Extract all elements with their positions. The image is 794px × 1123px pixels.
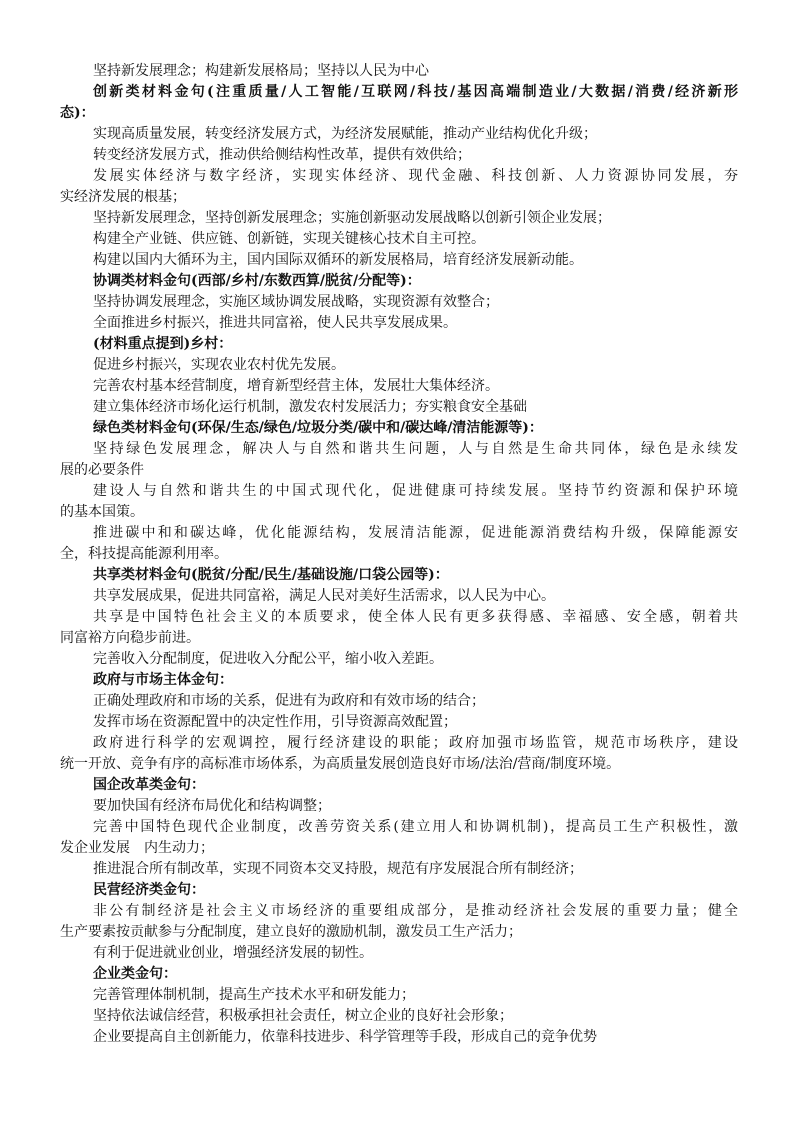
text-line: 政府进行科学的宏观调控，履行经济建设的职能；政府加强市场监管，规范市场秩序，建设 [93, 735, 738, 751]
text-line: 转变经济发展方式，推动供给侧结构性改革，提供有效供给； [93, 147, 471, 163]
section-heading: 协调类材料金句(西部/乡村/东数西算/脱贫/分配等)： [93, 273, 421, 289]
text-line: 构建以国内大循环为主，国内国际双循环的新发展格局，培育经济发展新动能。 [93, 252, 583, 268]
text-line: 正确处理政府和市场的关系，促进有为政府和有效市场的结合； [93, 693, 485, 709]
text-line: 完善中国特色现代企业制度，改善劳资关系(建立用人和协调机制)，提高员工生产积极性，激 [93, 819, 738, 835]
text-line: 促进乡村振兴，实现农业农村优先发展。 [93, 357, 345, 373]
section-heading: 共享类材料金句(脱贫/分配/民生/基础设施/口袋公园等)： [93, 567, 449, 583]
text-line: 展的必要条件 [60, 462, 144, 478]
section-heading: (材料重点提到)乡村： [93, 336, 233, 352]
text-line: 完善收入分配制度，促进收入分配公平，缩小收入差距。 [93, 651, 443, 667]
text-line: 共享是中国特色社会主义的本质要求，使全体人民有更多获得感、幸福感、安全感，朝着共 [93, 609, 738, 625]
text-line: 的基本国策。 [60, 504, 144, 520]
text-line: 统一开放、竞争有序的高标准市场体系，为高质量发展创造良好市场/法治/营商/制度环境。 [60, 756, 621, 772]
text-line: 坚持协调发展理念，实施区域协调发展战略，实现资源有效整合； [93, 294, 499, 310]
text-line: 推进混合所有制改革，实现不同资本交叉持股，规范有序发展混合所有制经济； [93, 861, 583, 877]
section-heading: 民营经济类金句： [93, 882, 205, 898]
section-heading: 企业类金句： [93, 966, 177, 982]
section-heading: 政府与市场主体金句： [93, 672, 233, 688]
section-heading: 绿色类材料金句(环保/生态/绿色/垃圾分类/碳中和/碳达峰/清洁能源等)： [93, 420, 543, 436]
section-heading: 创新类材料金句(注重质量/人工智能/互联网/科技/基因高端制造业/大数据/消费/经济新形 [93, 84, 738, 100]
text-line: 发挥市场在资源配置中的决定性作用，引导资源高效配置； [93, 714, 457, 730]
section-heading-cont: 态)： [60, 105, 95, 121]
text-line: 全，科技提高能源利用率。 [60, 546, 228, 562]
text-line: 非公有制经济是社会主义市场经济的重要组成部分，是推动经济社会发展的重要力量；健全 [93, 903, 738, 919]
text-line: 发企业发展 内生动力； [60, 840, 214, 856]
text-line: 完善管理体制机制，提高生产技术水平和研发能力； [93, 987, 415, 1003]
text-line: 实经济发展的根基； [60, 189, 186, 205]
text-line: 坚持依法诚信经营，积极承担社会责任，树立企业的良好社会形象； [93, 1008, 513, 1024]
text-line: 有利于促进就业创业，增强经济发展的韧性。 [93, 945, 373, 961]
text-line: 坚持绿色发展理念，解决人与自然和谐共生问题，人与自然是生命共同体，绿色是永续发 [93, 441, 738, 457]
text-line: 全面推进乡村振兴，推进共同富裕，使人民共享发展成果。 [93, 315, 457, 331]
text-line: 发展实体经济与数字经济，实现实体经济、现代金融、科技创新、人力资源协同发展，夯 [93, 168, 738, 184]
text-line: 生产要素按贡献参与分配制度，建立良好的激励机制，激发员工生产活力； [60, 924, 522, 940]
text-line: 构建全产业链、供应链、创新链，实现关键核心技术自主可控。 [93, 231, 485, 247]
text-line: 同富裕方向稳步前进。 [60, 630, 200, 646]
text-line: 完善农村基本经营制度，增育新型经营主体，发展壮大集体经济。 [93, 378, 499, 394]
text-line: 坚持新发展理念；构建新发展格局；坚持以人民为中心 [93, 63, 429, 79]
text-line: 建立集体经济市场化运行机制，激发农村发展活力；夯实粮食安全基础 [93, 399, 527, 415]
section-heading: 国企改革类金句： [93, 777, 205, 793]
text-line: 共享发展成果，促进共同富裕，满足人民对美好生活需求，以人民为中心。 [93, 588, 555, 604]
text-line: 企业要提高自主创新能力，依靠科技进步、科学管理等手段，形成自己的竞争优势 [93, 1029, 597, 1045]
text-line: 坚持新发展理念，坚持创新发展理念；实施创新驱动发展战略以创新引领企业发展； [93, 210, 611, 226]
text-line: 推进碳中和和碳达峰，优化能源结构，发展清洁能源，促进能源消费结构升级，保障能源安 [93, 525, 738, 541]
text-line: 要加快国有经济布局优化和结构调整； [93, 798, 331, 814]
text-line: 实现高质量发展，转变经济发展方式，为经济发展赋能，推动产业结构优化升级； [93, 126, 597, 142]
text-line: 建设人与自然和谐共生的中国式现代化，促进健康可持续发展。坚持节约资源和保护环境 [93, 483, 738, 499]
